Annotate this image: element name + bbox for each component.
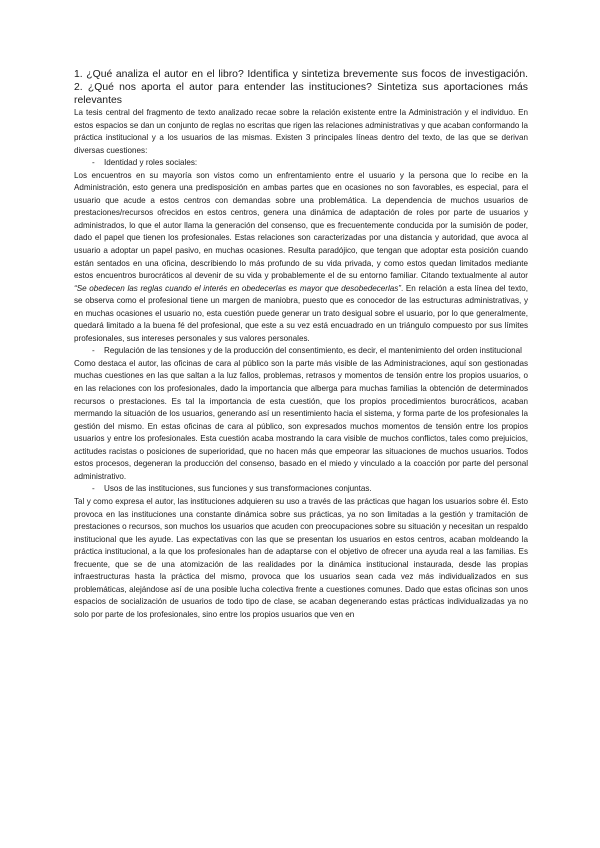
section-2-title: Regulación de las tensiones y de la producción del consentimiento, es decir, el mantenimiento del orden institucional bbox=[104, 346, 522, 356]
section-3-bullet-item bbox=[74, 483, 528, 496]
section-1-text-before-quote: Los encuentros en su mayoría son vistos como un enfrentamiento entre el usuario y la persona que lo recibe en la Administración, esto genera una predisposición en ambas partes que en ocasiones no son favorables, es especial, para el usuario que acude a estos centros con demandas sobre una problemática. La dependencia de muchos usuarios de prestaciones/recursos ofrecidos en estos centros, genera una dinámica de adaptación de roles por parte de usuarios y administrados, lo que el autor llama la generación del consenso, que es frecuentemente conducida por la sumisión de poder, dado el papel que tienen los profesionales. Estas relaciones son caracterizadas por una distancia y autoridad, que avoca al usuario a adoptar un papel pasivo, en muchas ocasiones. Resulta paradójico, que tengan que adoptar esta posición cuando están sentados en una oficina, describiendo lo más profundo de su vida privada, y como estos quedan limitados mediante estos encuentros burocráticos al devenir de su vida y probablemente el de su entorno familiar. Citando textualmente al autor bbox=[74, 170, 528, 281]
intro-paragraph: La tesis central del fragmento de texto analizado recae sobre la relación existente entre la Administración y el individuo. En estos espacios se dan un conjunto de reglas no escritas que rigen las relaciones administrativas y que acaban conformando la práctica institucional y a los usuarios de las mismas. Existen 3 principales líneas dentro del texto, de las que se derivan diversas cuestiones: bbox=[74, 108, 528, 155]
section-1-bullet-item bbox=[74, 157, 528, 170]
section-1-text-after-quote: . En relación a esta línea del texto, se observa como el profesional tiene un margen de maniobra, puesto que es conocedor de las estructuras administrativas, y en muchas ocasiones el usuario no, esta cuestión puede generar un trato desigual sobre el usuario, por lo que generalmente, quedará limitado a la buena fé del profesional, que este a su vez está encuadrado en un triángulo compuesto por sus límites profesionales, sus intereses personales y sus valores personales. bbox=[74, 283, 529, 343]
bullet-marker: - bbox=[92, 346, 95, 356]
bullet-marker: - bbox=[92, 484, 95, 494]
document-page bbox=[74, 68, 528, 621]
section-1-paragraph bbox=[74, 170, 528, 346]
section-2-paragraph: Como destaca el autor, las oficinas de cara al público son la parte más visible de las Administraciones, aquí son gestionadas muchas cuestiones en las que saltan a la luz fallos, problemas, retrasos y momentos de tensión entre los propios usuarios, o en las relaciones con los profesionales, dado la importancia que alberga para muchas familias la obtención de determinados recursos o prestaciones. Es tal la importancia de esta cuestión, que los propios procedimientos burocráticos, acaban mermando la situación de los usuarios, generando así un resentimiento hacia el sistema, y forma parte de los profesionales la gestión del mismo. En estas oficinas de cara al público, son expresados muchos momentos de tensión entre los propios usuarios y entre los profesionales. Esta cuestión acaba mostrando la cara visible de muchos conflictos, tales como prejuicios, actitudes racistas o posiciones de superioridad, que no hacen más que empeorar las situaciones de muchos usuarios. Todos estos procesos, degeneran la producción del consenso, basado en el miedo y vinculado a la coacción por parte del personal administrativo. bbox=[74, 358, 528, 481]
section-2-bullet-item bbox=[74, 345, 528, 358]
bullet-marker: - bbox=[92, 158, 95, 168]
section-1-quote: “Se obedecen las reglas cuando el interés en obedecerlas es mayor que desobedecerlas” bbox=[74, 283, 401, 293]
section-1-title: Identidad y roles sociales: bbox=[104, 158, 198, 168]
section-3-paragraph: Tal y como expresa el autor, las instituciones adquieren su uso a través de las prácticas que hagan los usuarios sobre él. Esto provoca en las instituciones una constante dinámica sobre sus prácticas, ya no son limitadas a la gestión y tramitación de prestaciones o recursos, son muchos los usuarios que acuden con preocupaciones sobre su situación y necesitan un respaldo institucional que les ayude. Las expectativas con las que se presentan los usuarios en estos centros, acaban moldeando la práctica institucional, a la que los profesionales han de adaptarse con el objetivo de ofrecer una ayuda real a las familias. Es frecuente, que se de una atomización de las realidades por la dinámica institucional instaurada, desde las propias infraestructuras hasta la práctica del mismo, provoca que los usuarios sean cada vez más individualizados en sus problemáticas, alejándose así de una posible lucha colectiva frente a cuestiones comunes. Dado que estas oficinas son unos espacios de socialización de usuarios de todo tipo de clase, se acaban degenerando estas prácticas individualizadas ya no solo por parte de los profesionales, sino entre los propios usuarios que ven en bbox=[74, 496, 528, 619]
section-3-title: Usos de las instituciones, sus funciones y sus transformaciones conjuntas. bbox=[104, 484, 372, 494]
document-heading: 1. ¿Qué analiza el autor en el libro? Identifica y sintetiza brevemente sus focos de investigación. 2. ¿Qué nos aporta el autor para entender las instituciones? Sintetiza sus aportaciones más relevantes bbox=[74, 69, 528, 106]
